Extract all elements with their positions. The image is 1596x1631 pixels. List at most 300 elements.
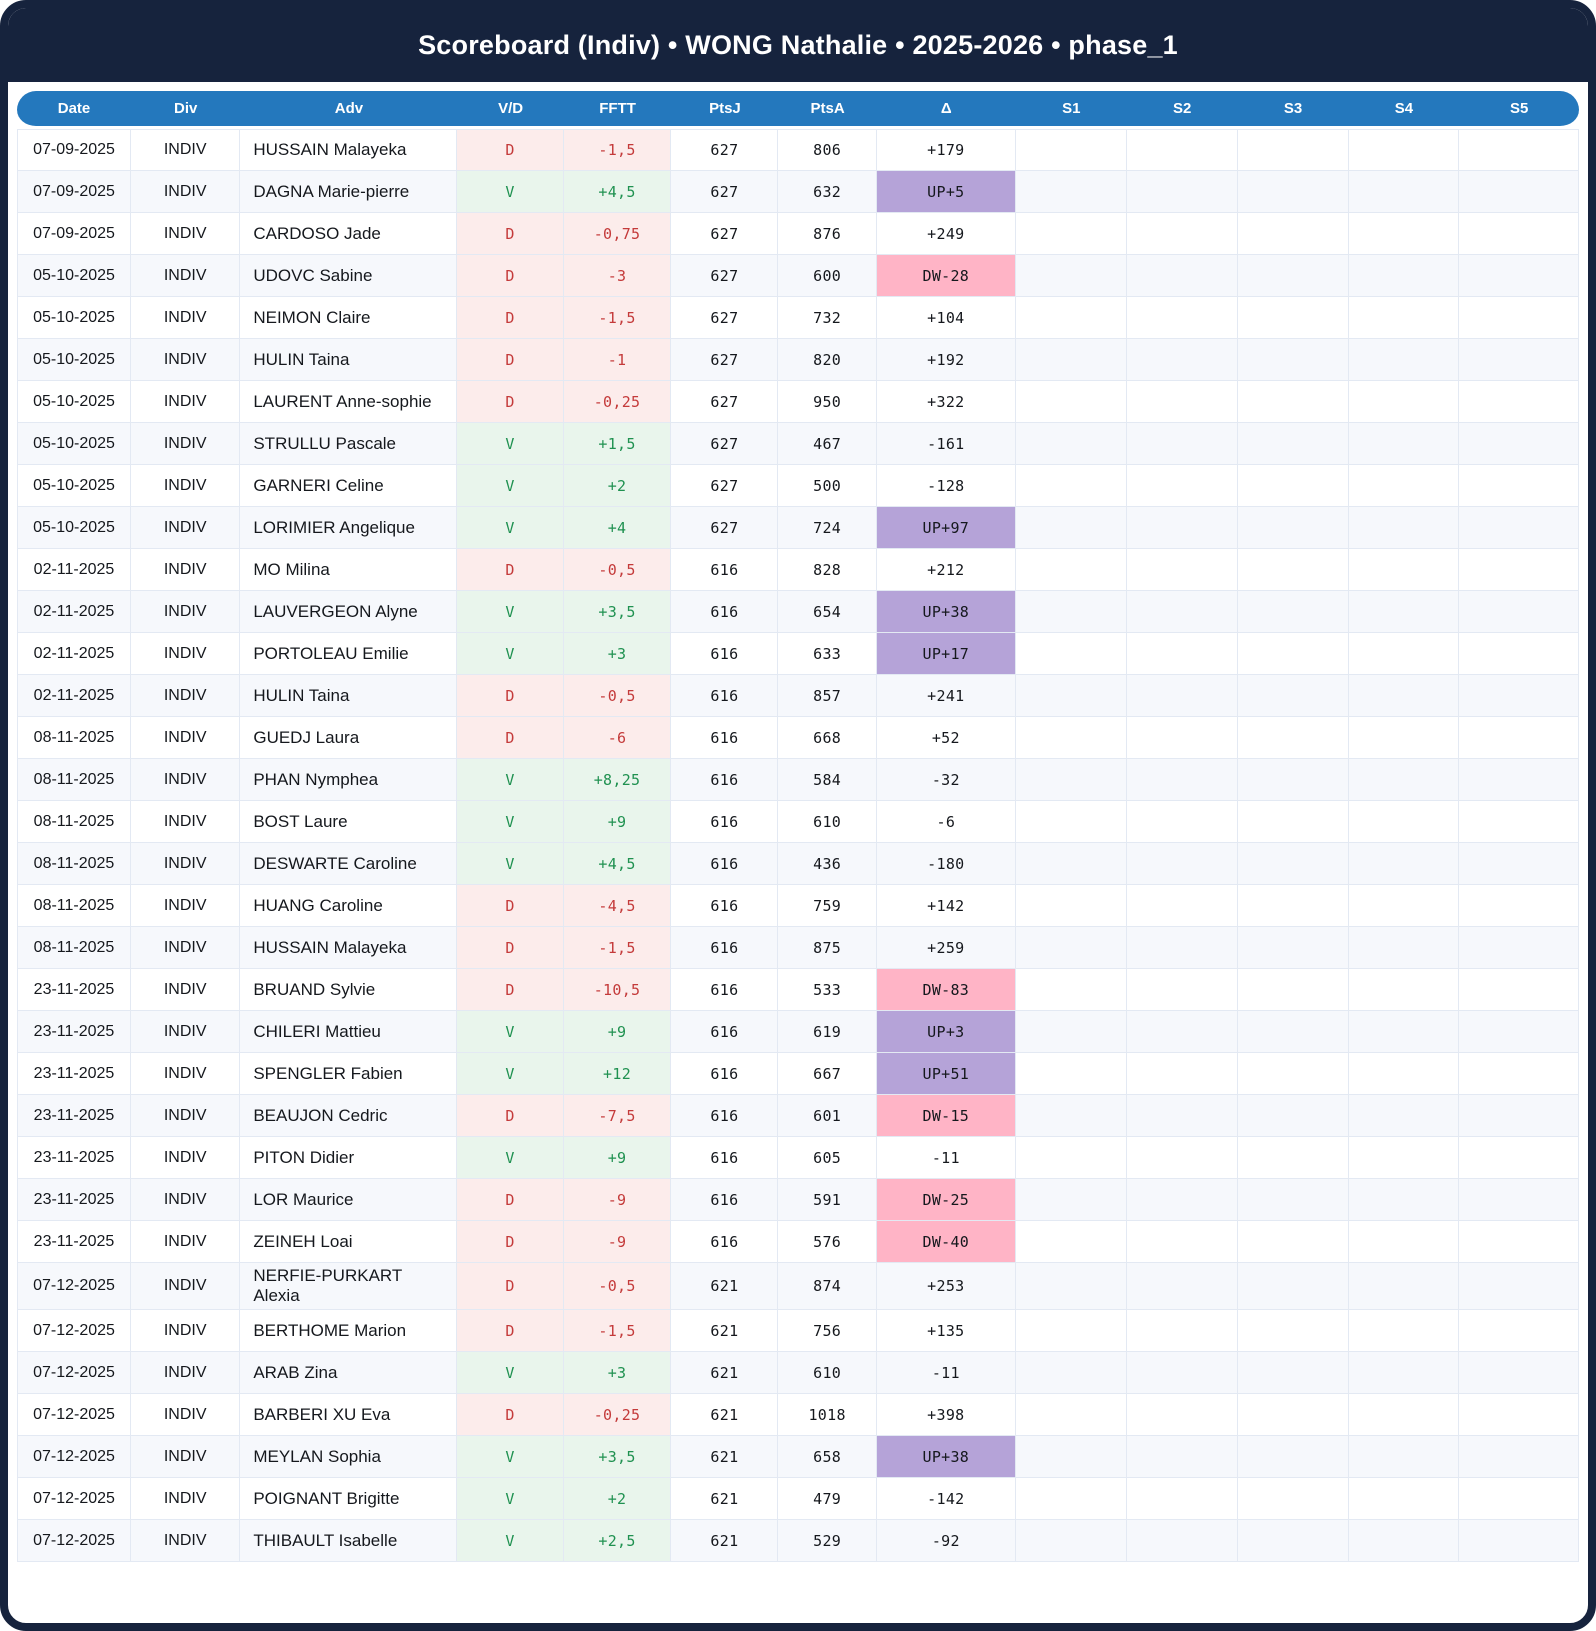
cell-fftt: -0,5 [564, 675, 672, 717]
cell-ptsj: 616 [671, 633, 778, 675]
cell-vd: V [457, 801, 563, 843]
cell-vd: D [457, 1095, 563, 1137]
cell-s1 [1016, 339, 1127, 381]
cell-s4 [1349, 1478, 1460, 1520]
cell-s2 [1127, 1221, 1238, 1263]
cell-ptsa: 610 [778, 801, 876, 843]
cell-div: INDIV [131, 843, 240, 885]
cell-s1 [1016, 423, 1127, 465]
cell-s3 [1238, 1520, 1349, 1562]
cell-s2 [1127, 675, 1238, 717]
cell-adv: STRULLU Pascale [240, 423, 457, 465]
cell-s3 [1238, 969, 1349, 1011]
cell-fftt: +4,5 [564, 171, 672, 213]
cell-ptsa: 1018 [778, 1394, 876, 1436]
cell-s5 [1459, 1310, 1579, 1352]
cell-s1 [1016, 171, 1127, 213]
cell-date: 23-11-2025 [17, 1221, 131, 1263]
cell-div: INDIV [131, 381, 240, 423]
cell-fftt: +3 [564, 1352, 672, 1394]
cell-fftt: +9 [564, 801, 672, 843]
cell-div: INDIV [131, 1352, 240, 1394]
cell-s2 [1127, 633, 1238, 675]
table-row [17, 1352, 1579, 1394]
cell-adv: CHILERI Mattieu [240, 1011, 457, 1053]
cell-ptsj: 621 [671, 1478, 778, 1520]
table-row [17, 1095, 1579, 1137]
cell-s5 [1459, 381, 1579, 423]
cell-fftt: +9 [564, 1137, 672, 1179]
cell-vd: V [457, 1520, 563, 1562]
cell-adv: HUSSAIN Malayeka [240, 927, 457, 969]
cell-ptsa: 610 [778, 1352, 876, 1394]
cell-s3 [1238, 1221, 1349, 1263]
cell-s3 [1238, 339, 1349, 381]
cell-vd: D [457, 549, 563, 591]
cell-fftt: -0,75 [564, 213, 672, 255]
cell-ptsa: 874 [778, 1263, 876, 1310]
cell-ptsa: 828 [778, 549, 876, 591]
table-row [17, 1310, 1579, 1352]
cell-adv: HULIN Taina [240, 675, 457, 717]
cell-ptsa: 759 [778, 885, 876, 927]
table-row [17, 1394, 1579, 1436]
cell-ptsj: 621 [671, 1520, 778, 1562]
cell-s2 [1127, 1179, 1238, 1221]
cell-s5 [1459, 339, 1579, 381]
cell-adv: LAUVERGEON Alyne [240, 591, 457, 633]
cell-s5 [1459, 1352, 1579, 1394]
cell-s4 [1349, 549, 1460, 591]
cell-delta: +259 [877, 927, 1016, 969]
cell-s3 [1238, 1053, 1349, 1095]
cell-s4 [1349, 1310, 1460, 1352]
cell-delta: -161 [877, 423, 1016, 465]
cell-vd: V [457, 633, 563, 675]
cell-s3 [1238, 129, 1349, 171]
cell-s4 [1349, 1095, 1460, 1137]
cell-ptsj: 627 [671, 255, 778, 297]
cell-s2 [1127, 1520, 1238, 1562]
cell-s4 [1349, 1394, 1460, 1436]
column-header-ptsj: PtsJ [671, 91, 778, 129]
cell-delta: +52 [877, 717, 1016, 759]
cell-s5 [1459, 675, 1579, 717]
cell-s5 [1459, 549, 1579, 591]
cell-s4 [1349, 1053, 1460, 1095]
cell-s5 [1459, 1095, 1579, 1137]
cell-fftt: -4,5 [564, 885, 672, 927]
cell-div: INDIV [131, 507, 240, 549]
table-row [17, 969, 1579, 1011]
cell-s3 [1238, 1478, 1349, 1520]
cell-s2 [1127, 1263, 1238, 1310]
table-row [17, 171, 1579, 213]
table-container [8, 82, 1588, 1576]
cell-fftt: +1,5 [564, 423, 672, 465]
cell-vd: V [457, 1352, 563, 1394]
cell-s4 [1349, 759, 1460, 801]
cell-s5 [1459, 591, 1579, 633]
cell-s4 [1349, 1179, 1460, 1221]
cell-ptsa: 467 [778, 423, 876, 465]
cell-delta: UP+3 [877, 1011, 1016, 1053]
cell-vd: V [457, 171, 563, 213]
cell-s5 [1459, 759, 1579, 801]
cell-ptsa: 950 [778, 381, 876, 423]
cell-s4 [1349, 1436, 1460, 1478]
cell-delta: +142 [877, 885, 1016, 927]
cell-s1 [1016, 591, 1127, 633]
cell-s5 [1459, 885, 1579, 927]
header-row [17, 91, 1579, 129]
cell-div: INDIV [131, 549, 240, 591]
cell-date: 08-11-2025 [17, 801, 131, 843]
cell-s5 [1459, 129, 1579, 171]
cell-s2 [1127, 1436, 1238, 1478]
cell-s3 [1238, 885, 1349, 927]
cell-s3 [1238, 381, 1349, 423]
cell-s2 [1127, 255, 1238, 297]
cell-fftt: -0,25 [564, 381, 672, 423]
cell-s5 [1459, 297, 1579, 339]
cell-delta: +192 [877, 339, 1016, 381]
cell-ptsj: 616 [671, 1053, 778, 1095]
cell-ptsj: 616 [671, 549, 778, 591]
cell-s2 [1127, 801, 1238, 843]
column-header-div: Div [131, 91, 240, 129]
cell-s4 [1349, 381, 1460, 423]
cell-s3 [1238, 1095, 1349, 1137]
cell-s3 [1238, 423, 1349, 465]
cell-s4 [1349, 591, 1460, 633]
cell-ptsa: 533 [778, 969, 876, 1011]
cell-ptsj: 627 [671, 171, 778, 213]
cell-div: INDIV [131, 1310, 240, 1352]
cell-adv: ARAB Zina [240, 1352, 457, 1394]
cell-s2 [1127, 129, 1238, 171]
cell-s3 [1238, 843, 1349, 885]
cell-ptsj: 616 [671, 675, 778, 717]
cell-s3 [1238, 1352, 1349, 1394]
cell-delta: DW-83 [877, 969, 1016, 1011]
cell-s4 [1349, 1221, 1460, 1263]
cell-adv: GARNERI Celine [240, 465, 457, 507]
cell-vd: V [457, 759, 563, 801]
cell-delta: -180 [877, 843, 1016, 885]
cell-div: INDIV [131, 339, 240, 381]
cell-s5 [1459, 927, 1579, 969]
cell-delta: -6 [877, 801, 1016, 843]
cell-adv: BOST Laure [240, 801, 457, 843]
cell-fftt: +4,5 [564, 843, 672, 885]
cell-delta: DW-28 [877, 255, 1016, 297]
cell-ptsa: 591 [778, 1179, 876, 1221]
cell-fftt: +2 [564, 465, 672, 507]
cell-date: 05-10-2025 [17, 339, 131, 381]
cell-adv: SPENGLER Fabien [240, 1053, 457, 1095]
cell-s4 [1349, 885, 1460, 927]
cell-fftt: +3 [564, 633, 672, 675]
cell-fftt: -1 [564, 339, 672, 381]
cell-s4 [1349, 843, 1460, 885]
cell-ptsa: 876 [778, 213, 876, 255]
cell-adv: BERTHOME Marion [240, 1310, 457, 1352]
cell-ptsj: 627 [671, 465, 778, 507]
cell-vd: V [457, 591, 563, 633]
cell-fftt: +8,25 [564, 759, 672, 801]
cell-s1 [1016, 1436, 1127, 1478]
cell-fftt: -1,5 [564, 129, 672, 171]
cell-fftt: -0,25 [564, 1394, 672, 1436]
column-header-s2: S2 [1127, 91, 1238, 129]
table-row [17, 1137, 1579, 1179]
cell-s2 [1127, 171, 1238, 213]
cell-s5 [1459, 423, 1579, 465]
cell-div: INDIV [131, 213, 240, 255]
cell-delta: UP+51 [877, 1053, 1016, 1095]
cell-ptsj: 621 [671, 1310, 778, 1352]
cell-s3 [1238, 801, 1349, 843]
cell-ptsa: 875 [778, 927, 876, 969]
cell-s5 [1459, 1436, 1579, 1478]
cell-div: INDIV [131, 717, 240, 759]
cell-s3 [1238, 1263, 1349, 1310]
cell-s2 [1127, 885, 1238, 927]
scoreboard-table [17, 91, 1579, 1562]
cell-s1 [1016, 549, 1127, 591]
cell-s2 [1127, 1095, 1238, 1137]
cell-s5 [1459, 507, 1579, 549]
cell-div: INDIV [131, 591, 240, 633]
cell-ptsa: 724 [778, 507, 876, 549]
cell-div: INDIV [131, 297, 240, 339]
cell-fftt: +9 [564, 1011, 672, 1053]
cell-s4 [1349, 507, 1460, 549]
cell-s5 [1459, 1221, 1579, 1263]
cell-s4 [1349, 171, 1460, 213]
table-row [17, 717, 1579, 759]
cell-s1 [1016, 255, 1127, 297]
cell-s5 [1459, 1137, 1579, 1179]
cell-s5 [1459, 465, 1579, 507]
cell-delta: -92 [877, 1520, 1016, 1562]
column-header-s5: S5 [1459, 91, 1579, 129]
cell-s2 [1127, 1310, 1238, 1352]
cell-ptsa: 756 [778, 1310, 876, 1352]
cell-vd: V [457, 465, 563, 507]
cell-ptsj: 616 [671, 1095, 778, 1137]
cell-delta: +398 [877, 1394, 1016, 1436]
cell-adv: NERFIE-PURKART Alexia [240, 1263, 457, 1310]
cell-adv: LORIMIER Angelique [240, 507, 457, 549]
cell-fftt: -6 [564, 717, 672, 759]
cell-div: INDIV [131, 129, 240, 171]
cell-s1 [1016, 1394, 1127, 1436]
cell-vd: V [457, 1478, 563, 1520]
cell-date: 23-11-2025 [17, 1179, 131, 1221]
cell-ptsa: 732 [778, 297, 876, 339]
table-row [17, 1179, 1579, 1221]
cell-s1 [1016, 675, 1127, 717]
cell-delta: -11 [877, 1352, 1016, 1394]
cell-s2 [1127, 1011, 1238, 1053]
cell-ptsj: 616 [671, 717, 778, 759]
cell-adv: BRUAND Sylvie [240, 969, 457, 1011]
cell-ptsa: 857 [778, 675, 876, 717]
column-header-fftt: FFTT [564, 91, 672, 129]
cell-ptsj: 627 [671, 213, 778, 255]
cell-fftt: +12 [564, 1053, 672, 1095]
cell-ptsa: 576 [778, 1221, 876, 1263]
cell-vd: V [457, 1137, 563, 1179]
cell-adv: POIGNANT Brigitte [240, 1478, 457, 1520]
cell-vd: V [457, 507, 563, 549]
cell-date: 23-11-2025 [17, 969, 131, 1011]
cell-delta: +212 [877, 549, 1016, 591]
cell-date: 05-10-2025 [17, 507, 131, 549]
cell-s2 [1127, 1478, 1238, 1520]
cell-ptsj: 627 [671, 381, 778, 423]
cell-s3 [1238, 717, 1349, 759]
cell-s5 [1459, 969, 1579, 1011]
cell-s4 [1349, 423, 1460, 465]
cell-vd: D [457, 675, 563, 717]
cell-vd: D [457, 885, 563, 927]
cell-delta: UP+97 [877, 507, 1016, 549]
cell-ptsa: 806 [778, 129, 876, 171]
cell-adv: PHAN Nymphea [240, 759, 457, 801]
cell-s1 [1016, 1053, 1127, 1095]
cell-ptsj: 616 [671, 591, 778, 633]
cell-s4 [1349, 633, 1460, 675]
cell-s5 [1459, 1179, 1579, 1221]
table-row [17, 423, 1579, 465]
cell-ptsa: 633 [778, 633, 876, 675]
cell-s5 [1459, 1520, 1579, 1562]
column-header-s3: S3 [1238, 91, 1349, 129]
cell-s3 [1238, 171, 1349, 213]
cell-s4 [1349, 675, 1460, 717]
cell-ptsj: 621 [671, 1436, 778, 1478]
cell-s2 [1127, 1352, 1238, 1394]
cell-date: 07-12-2025 [17, 1394, 131, 1436]
cell-adv: MEYLAN Sophia [240, 1436, 457, 1478]
cell-date: 07-12-2025 [17, 1478, 131, 1520]
cell-div: INDIV [131, 759, 240, 801]
cell-s5 [1459, 255, 1579, 297]
cell-date: 02-11-2025 [17, 549, 131, 591]
cell-fftt: +2,5 [564, 1520, 672, 1562]
cell-delta: +135 [877, 1310, 1016, 1352]
cell-ptsa: 436 [778, 843, 876, 885]
cell-date: 07-12-2025 [17, 1263, 131, 1310]
table-row [17, 549, 1579, 591]
cell-s1 [1016, 1179, 1127, 1221]
cell-delta: -11 [877, 1137, 1016, 1179]
cell-ptsa: 584 [778, 759, 876, 801]
cell-s5 [1459, 1053, 1579, 1095]
cell-vd: D [457, 717, 563, 759]
table-row [17, 1478, 1579, 1520]
column-header-ptsa: PtsA [778, 91, 876, 129]
cell-s2 [1127, 549, 1238, 591]
cell-fftt: -7,5 [564, 1095, 672, 1137]
cell-s4 [1349, 1520, 1460, 1562]
table-row [17, 1263, 1579, 1310]
cell-s4 [1349, 1263, 1460, 1310]
cell-s2 [1127, 1053, 1238, 1095]
cell-date: 05-10-2025 [17, 255, 131, 297]
cell-date: 23-11-2025 [17, 1053, 131, 1095]
cell-delta: DW-15 [877, 1095, 1016, 1137]
cell-fftt: +3,5 [564, 1436, 672, 1478]
cell-s1 [1016, 129, 1127, 171]
cell-adv: BARBERI XU Eva [240, 1394, 457, 1436]
cell-ptsj: 616 [671, 1179, 778, 1221]
cell-delta: -142 [877, 1478, 1016, 1520]
cell-adv: MO Milina [240, 549, 457, 591]
cell-ptsa: 600 [778, 255, 876, 297]
cell-adv: PORTOLEAU Emilie [240, 633, 457, 675]
cell-s2 [1127, 507, 1238, 549]
cell-s1 [1016, 1263, 1127, 1310]
cell-vd: V [457, 843, 563, 885]
cell-s1 [1016, 381, 1127, 423]
cell-s1 [1016, 1520, 1127, 1562]
cell-s5 [1459, 633, 1579, 675]
cell-vd: D [457, 255, 563, 297]
cell-fftt: -0,5 [564, 1263, 672, 1310]
cell-fftt: -0,5 [564, 549, 672, 591]
cell-s5 [1459, 801, 1579, 843]
table-row [17, 885, 1579, 927]
cell-fftt: -9 [564, 1221, 672, 1263]
cell-ptsj: 616 [671, 1011, 778, 1053]
cell-adv: CARDOSO Jade [240, 213, 457, 255]
cell-vd: D [457, 1221, 563, 1263]
cell-delta: DW-40 [877, 1221, 1016, 1263]
cell-s5 [1459, 1263, 1579, 1310]
cell-vd: D [457, 213, 563, 255]
cell-div: INDIV [131, 885, 240, 927]
cell-vd: D [457, 297, 563, 339]
cell-adv: HUSSAIN Malayeka [240, 129, 457, 171]
column-header-adv: Adv [240, 91, 457, 129]
cell-s4 [1349, 297, 1460, 339]
table-row [17, 339, 1579, 381]
cell-ptsj: 627 [671, 297, 778, 339]
cell-delta: +322 [877, 381, 1016, 423]
cell-date: 08-11-2025 [17, 885, 131, 927]
table-row [17, 633, 1579, 675]
cell-s1 [1016, 1011, 1127, 1053]
cell-ptsj: 621 [671, 1352, 778, 1394]
cell-vd: D [457, 969, 563, 1011]
cell-date: 05-10-2025 [17, 381, 131, 423]
cell-s4 [1349, 927, 1460, 969]
cell-s5 [1459, 1011, 1579, 1053]
cell-adv: DESWARTE Caroline [240, 843, 457, 885]
table-row [17, 297, 1579, 339]
cell-vd: D [457, 381, 563, 423]
cell-delta: +249 [877, 213, 1016, 255]
cell-s1 [1016, 1137, 1127, 1179]
cell-s4 [1349, 465, 1460, 507]
cell-delta: +104 [877, 297, 1016, 339]
cell-vd: V [457, 423, 563, 465]
cell-s5 [1459, 717, 1579, 759]
